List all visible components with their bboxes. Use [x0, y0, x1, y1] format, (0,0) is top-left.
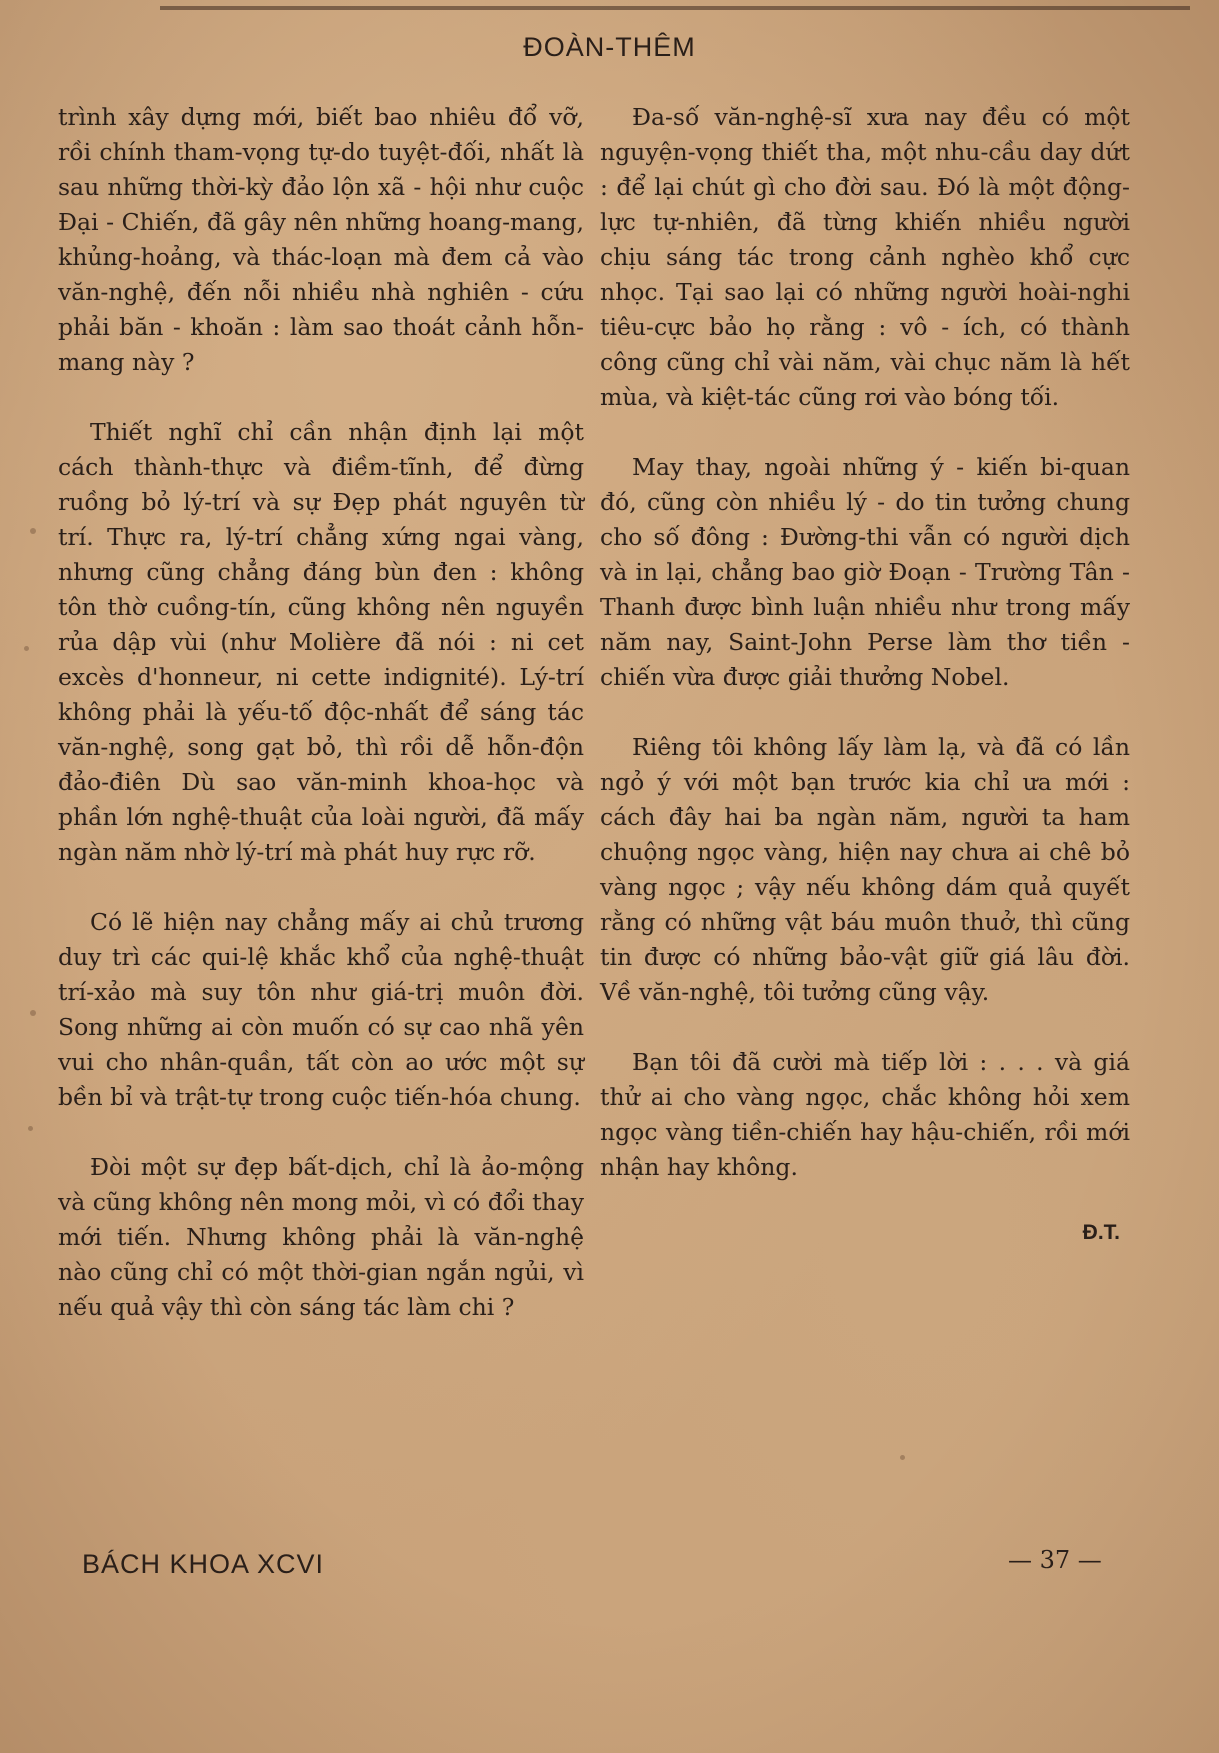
- paragraph: Thiết nghĩ chỉ cần nhận định lại một cách thành-thực và điềm-tĩnh, để đừng ruồng bỏ lý-trí và sự Đẹp phát nguyên từ trí. Thực ra, lý-trí chẳng xứng ngai vàng, nhưng cũng chẳng đáng bùn đen : không tôn thờ cuồng-tín, cũng không nên nguyền rủa dập vùi (như Molière đã nói : ni cet excès d'honneur, ni cette indignité). Lý-trí không phải là yếu-tố độc-nhất để sáng tác văn-nghệ, song gạt bỏ, thì rồi dễ hỗn-độn đảo-điên Dù sao văn-minh khoa-học và phần lớn nghệ-thuật của loài người, đã mấy ngàn năm nhờ lý-trí mà phát huy rực rỡ.: [58, 418, 584, 866]
- author-signature: Đ.T.: [1082, 1221, 1120, 1244]
- paragraph: Có lẽ hiện nay chẳng mấy ai chủ trương duy trì các qui-lệ khắc khổ của nghệ-thuật trí-xảo mà suy tôn như giá-trị muôn đời. Song những ai còn muốn có sự cao nhã yên vui cho nhân-quần, tất còn ao ước một sự bền bỉ và trật-tự trong cuộc tiến-hóa chung.: [58, 908, 584, 1111]
- page-number: — 37 —: [1008, 1546, 1102, 1574]
- paragraph: trình xây dựng mới, biết bao nhiêu đổ vỡ, rồi chính tham-vọng tự-do tuyệt-đối, nhất là sau những thời-kỳ đảo lộn xã - hội như cuộc Đại - Chiến, đã gây nên những hoang-mang, khủng-hoảng, và thác-loạn mà đem cả vào văn-nghệ, đến nỗi nhiều nhà nghiên - cứu phải băn - khoăn : làm sao thoát cảnh hỗn-mang này ?: [58, 103, 584, 376]
- paragraph: Bạn tôi đã cười mà tiếp lời : . . . và giá thử ai cho vàng ngọc, chắc không hỏi xem ngọc vàng tiền-chiến hay hậu-chiến, rồi mới nhận hay không.: [600, 1048, 1130, 1181]
- paragraph: Đa-số văn-nghệ-sĩ xưa nay đều có một nguyện-vọng thiết tha, một nhu-cầu day dứt : để lại chút gì cho đời sau. Đó là một động-lực tự-nhiên, đã từng khiến nhiều người chịu sáng tác trong cảnh nghèo khổ cực nhọc. Tại sao lại có những người hoài-nghi tiêu-cực bảo họ rằng : vô - ích, có thành công cũng chỉ vài năm, vài chục năm là hết mùa, và kiệt-tác cũng rơi vào bóng tối.: [600, 103, 1130, 411]
- paragraph: Đòi một sự đẹp bất-dịch, chỉ là ảo-mộng và cũng không nên mong mỏi, vì có đổi thay mới tiến. Nhưng không phải là văn-nghệ nào cũng chỉ có một thời-gian ngắn ngủi, vì nếu quả vậy thì còn sáng tác làm chi ?: [58, 1153, 584, 1321]
- header-rule: [160, 6, 1190, 10]
- paper-spot: [30, 528, 36, 534]
- publication-name: BÁCH KHOA XCVI: [82, 1549, 325, 1579]
- paper-spot: [28, 1126, 33, 1131]
- paper-spot: [900, 1455, 905, 1460]
- left-column: [58, 100, 584, 1360]
- paper-spot: [30, 1010, 36, 1016]
- paper-spot: [24, 646, 29, 651]
- right-column: [600, 100, 1130, 1285]
- paragraph: Riêng tôi không lấy làm lạ, và đã có lần ngỏ ý với một bạn trước kia chỉ ưa mới : cách đây hai ba ngàn năm, người ta ham chuộng ngọc vàng, hiện nay chưa ai chê bỏ vàng ngọc ; vậy nếu không dám quả quyết rằng có những vật báu muôn thuở, thì cũng tin được có những bảo-vật giữ giá lâu đời. Về văn-nghệ, tôi tưởng cũng vậy.: [600, 733, 1130, 1006]
- paragraph: May thay, ngoài những ý - kiến bi-quan đó, cũng còn nhiều lý - do tin tưởng chung cho số đông : Đường-thi vẫn có người dịch và in lại, chẳng bao giờ Đoạn - Trường Tân - Thanh được bình luận nhiều như trong mấy năm nay, Saint-John Perse làm thơ tiền - chiến vừa được giải thưởng Nobel.: [600, 453, 1130, 691]
- running-header: ĐOÀN-THÊM: [523, 32, 696, 62]
